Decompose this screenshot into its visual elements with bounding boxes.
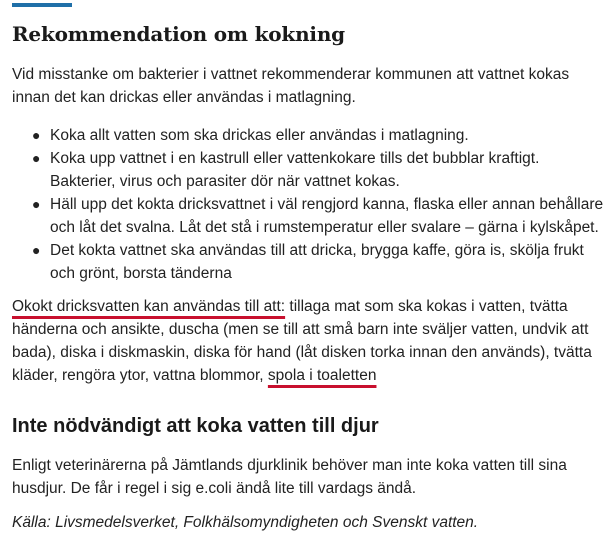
bullet-icon: ● [32,150,41,166]
usage-label-underlined: Okokt dricksvatten kan användas till att: [12,298,286,315]
unboiled-water-paragraph [12,295,604,387]
section-accent-bar [12,3,72,7]
veterinarian-paragraph: Enligt veterinärerna på Jämtlands djurklinik behöver man inte koka vatten till sina husdjur. De får i regel i sig e.coli ändå lite till vardags ändå. [12,457,567,497]
usage-text: tillaga mat som ska kokas i vatten, tvätta händerna och ansikte, duscha (men se till att små barn inte sväljer vatten, undvik att bada), diska i diskmaskin, diska för hand (låt disken torka innan den används), tvätta kläder, rengöra ytor, vattna blommor, [12,298,592,384]
boiling-instructions-list [12,124,604,285]
bullet-icon: ● [32,127,41,143]
section-heading-boiling: Rekommendation om kokning [12,22,345,46]
list-item-text: Häll upp det kokta dricksvattnet i väl rengjord kanna, flaska eller annan behållare och låt det svalna. Låt det stå i rumstemperatur eller svalare – gärna i kylskåpet. [50,196,604,236]
bullet-icon: ● [32,196,41,212]
list-item-text: Koka allt vatten som ska drickas eller användas i matlagning. [50,127,469,144]
list-item-text: Det kokta vattnet ska användas till att dricka, brygga kaffe, göra is, skölja frukt och grönt, borsta tänderna [50,242,584,282]
section-heading-animals: Inte nödvändigt att koka vatten till djur [12,415,379,437]
source-citation: Källa: Livsmedelsverket, Folkhälsomyndigheten och Svenskt vatten. [12,514,479,531]
list-item [32,124,604,147]
intro-paragraph: Vid misstanke om bakterier i vattnet rekommenderar kommunen att vattnet kokas innan det kan drickas eller användas i matlagning. [12,66,570,106]
bullet-icon: ● [32,242,41,258]
usage-last-underlined: spola i toaletten [267,367,377,384]
list-item [32,239,604,285]
list-item [32,193,604,239]
list-item [32,147,604,193]
article-content [12,20,604,534]
list-item-text: Koka upp vattnet i en kastrull eller vattenkokare tills det bubblar kraftigt. Bakterier, virus och parasiter dör när vattnet kokas. [50,150,540,190]
